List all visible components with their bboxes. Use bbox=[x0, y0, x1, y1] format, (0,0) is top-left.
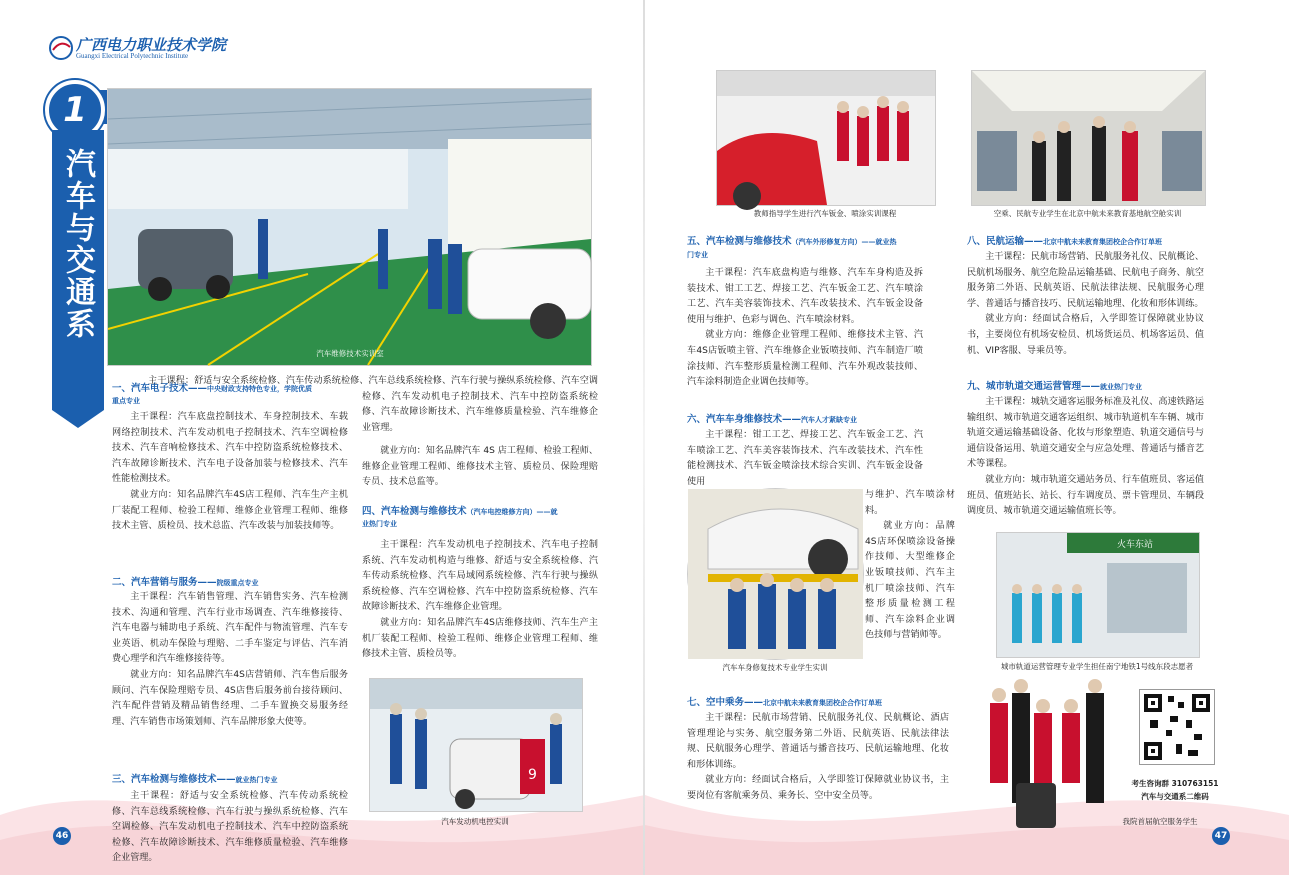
page-number-right: 47 bbox=[1212, 827, 1230, 845]
caption-cabin: 空乘、民航专业学生在北京中航未来教育基地航空舱实训 bbox=[993, 209, 1182, 218]
emblem-icon bbox=[48, 35, 74, 61]
qr-label: 汽车与交通系二维码 bbox=[1141, 792, 1209, 801]
section-1-jobs: 就业方向：知名品牌汽车4S店工程师、汽车生产主机厂装配工程师、检验工程师、维修企业管理工程师、维修技术主管、质检员、技术总监、汽车改装与加装技师等。 bbox=[112, 489, 348, 532]
section-5-heading-cont: 门专业 bbox=[687, 251, 708, 259]
section-5-heading: 五、汽车检测与维修技术（汽车外形修复方向）——就业热 bbox=[687, 236, 897, 247]
caption-metro: 城市轨道运营管理专业学生担任南宁地铁1号线东段志愿者 bbox=[1000, 662, 1194, 671]
qr-code bbox=[1139, 689, 1215, 765]
section-4-heading-cont: 业热门专业 bbox=[362, 520, 397, 528]
section-6-course-tail-block bbox=[865, 488, 955, 644]
section-7-jobs: 就业方向：经面试合格后，入学即签订保障就业协议书，主要岗位有客航乘务员、乘务长、空中安全员等。 bbox=[687, 775, 949, 801]
section-4-jobs: 就业方向：知名品牌汽车4S店维修技师、汽车生产主机厂装配工程师、检验工程师、维修企业管理工程师、维修技术主管、质检员等。 bbox=[362, 617, 598, 660]
section-1-heading: 一、汽车电子技术——中央财政支持特色专业，学院优质 bbox=[112, 383, 313, 394]
section-5-courses: 主干课程：汽车底盘构造与维修、汽车车身构造及拆装技术、钳工工艺、焊接工艺、汽车钣金工艺、汽车喷涂工艺、汽车美容装饰技术、汽车改装技术、汽车钣金设备使用与维护、色彩与调色、汽车喷涂材料。 bbox=[687, 268, 923, 325]
section-1-courses: 主干课程：汽车底盘控制技术、车身控制技术、车载网络控制技术、汽车发动机电子控制技术、汽车空调检修技术、汽车音响检修技术、汽车中控防盗系统检修技术、汽车故障诊断技术、汽车电子设备加装与检修技术、汽车性能检测技术。 bbox=[112, 412, 348, 485]
title-bar-tail bbox=[52, 410, 104, 428]
school-logo bbox=[48, 33, 248, 63]
section-8-courses: 主干课程：民航市场营销、民航服务礼仪、民航概论、民航机场服务、航空危险品运输基础、民航电子商务、航空服务第二外语、民航英语、民航法律法规、民航服务心理学、普通话与播音技巧、民航运输地理、化妆和形体训练。 bbox=[967, 252, 1204, 309]
section-9-body bbox=[967, 395, 1204, 520]
section-2-body bbox=[112, 590, 348, 730]
school-name-en: Guangxi Electrical Polytechnic Institute bbox=[76, 52, 189, 60]
metro-sign: 火车东站 bbox=[1117, 540, 1154, 550]
section-9-heading: 九、城市轨道交通运营管理——就业热门专业 bbox=[967, 381, 1143, 392]
svg-text:9: 9 bbox=[528, 767, 537, 783]
page-number-left: 46 bbox=[53, 827, 71, 845]
section-2-courses: 主干课程：汽车销售管理、汽车销售实务、汽车检测技术、沟通和管理、汽车行业市场调查、汽车维修接待、汽车电器与辅助电子系统、汽车配件与物流管理、汽车专业英语、机动车保险与理赔、二手车鉴定与评估、汽车消费心理学和汽车维修接待等。 bbox=[112, 592, 348, 665]
paint-photo bbox=[716, 70, 936, 206]
section-7-courses: 主干课程：民航市场营销、民航服务礼仪、民航概论、酒店管理理论与实务、航空服务第二外语、民航英语、民航法律法规、民航服务心理学、普通话与播音技巧、民航运输地理、化妆和形体训练。 bbox=[687, 713, 949, 770]
school-name-cn: 广西电力职业技术学院 bbox=[76, 36, 227, 54]
banner-number: 1 bbox=[45, 80, 105, 140]
caption-repair: 汽车车身修复技术专业学生实训 bbox=[722, 663, 828, 672]
airline-students-photo bbox=[982, 673, 1122, 838]
section-6-heading: 六、汽车车身维修技术——汽车人才紧缺专业 bbox=[687, 414, 858, 425]
vertical-title-bar bbox=[52, 130, 104, 410]
section-1-body bbox=[112, 410, 348, 535]
section-3-jobs-block bbox=[362, 444, 598, 491]
caption-airline: 我院首届航空服务学生 bbox=[1122, 817, 1198, 826]
section-6-body bbox=[687, 428, 923, 490]
section-4-heading: 四、汽车检测与维修技术（汽车电控维修方向）——就 bbox=[362, 506, 558, 517]
caption-paint: 教师指导学生进行汽车钣金、喷涂实训课程 bbox=[753, 209, 897, 218]
section-5-body bbox=[687, 266, 923, 391]
metro-photo bbox=[996, 532, 1200, 658]
section-7-heading: 七、空中乘务——北京中航未来教育集团校企合作订单班 bbox=[687, 697, 883, 708]
section-8-jobs: 就业方向：经面试合格后，入学即签订保障就业协议书，主要岗位有机场安检员、机场货运员、机场客运员、值机、VIP客服、导乘员等。 bbox=[967, 314, 1204, 356]
section-4-body bbox=[362, 538, 598, 663]
section-5-jobs: 就业方向：维修企业管理工程师、维修技术主管、汽车4S店钣喷主管、汽车维修企业钣喷技师、汽车制造厂喷涂技师、汽车整形质量检测工程师、汽车外观改装技师、汽车涂料制造企业调色技师等。 bbox=[687, 330, 923, 388]
repair-photo bbox=[687, 488, 864, 660]
section-3-heading: 三、汽车检测与维修技术——就业热门专业 bbox=[112, 774, 278, 785]
section-3-courses-cont: 主干课程：舒适与安全系统检修、汽车传动系统检修、汽车总线系统检修、汽车行驶与操纵系统检修、汽车空调检修、汽车发动机电子控制技术、汽车中控防盗系统检修、汽车故障诊断技术、汽车维修质量检验、汽车维修企业管理。 bbox=[148, 376, 598, 433]
caption-engine: 汽车发动机电控实训 bbox=[441, 817, 509, 826]
section-8-heading: 八、民航运输——北京中航未来教育集团校企合作订单班 bbox=[967, 236, 1163, 247]
section-2-heading: 二、汽车营销与服务——院级重点专业 bbox=[112, 577, 259, 588]
section-1-heading-cont: 重点专业 bbox=[112, 397, 140, 405]
cabin-photo bbox=[971, 70, 1206, 206]
section-6-course-tail: 与维护、汽车喷涂材料。 bbox=[865, 490, 955, 516]
caption-workshop: 汽车维修技术实训室 bbox=[316, 349, 384, 358]
section-2-jobs: 就业方向：知名品牌汽车4S店营销师、汽车售后服务顾问、汽车保险理赔专员、4S店售后服务前台接待顾问、汽车配件营销及精品销售经理、二手车置换交易服务经理、汽车销售市场策划师、汽车品牌形象大使等。 bbox=[112, 669, 348, 727]
vertical-title: 汽车与交通系 bbox=[60, 148, 95, 340]
section-8-body bbox=[967, 250, 1204, 359]
section-9-courses: 主干课程：城轨交通客运服务标准及礼仪、高速铁路运输组织、城市轨道交通客运组织、城市轨道机车车辆、城市轨道交通运输基础设备、化妆与形象塑造、轨道交通信号与通信设备运用、轨道交通安全与应急处理、普通话与播音艺术等课程。 bbox=[967, 397, 1204, 470]
qq-group: 考生咨询群 310763151 bbox=[1131, 779, 1219, 788]
right-page bbox=[645, 0, 1290, 875]
workshop-photo bbox=[107, 88, 592, 366]
section-3-jobs: 就业方向：知名品牌汽车 4S 店工程师、检验工程师、维修企业管理工程师、维修技术主管、质检员、保险理赔专员、技术总监等。 bbox=[362, 446, 598, 488]
section-6-jobs: 就业方向：品牌4S店环保喷涂设备操作技师、大型维修企业钣喷技师、汽车主机厂喷涂技师、汽车整形质量检测工程师、汽车涂料企业调色技师与营销师等。 bbox=[865, 521, 955, 641]
section-4-courses: 主干课程：汽车发动机电子控制技术、汽车电子控制系统、汽车发动机构造与维修、舒适与安全系统检修、汽车传动系统检修、汽车局域网系统检修、汽车行驶与操纵系统检修、汽车空调检修、汽车中控防盗系统检修、汽车故障诊断技术、汽车维修企业管理。 bbox=[362, 540, 598, 613]
section-9-jobs: 就业方向：城市轨道交通站务员、行车值班员、客运值班员、值班站长、站长、行车调度员、票卡管理员、车辆段调度员、城市轨道交通运输值班长等。 bbox=[967, 474, 1204, 517]
section-7-body bbox=[687, 711, 949, 805]
section-3-courses-start: 主干课程：舒适与安全系统检修、汽车传动系统检修、汽车总线系统检修、汽车行驶与操纵系统检修、汽车空调检修、汽车发动机电子控制技术、汽车中控防盗系统检修、汽车故障诊断技术、汽车维修质量检验、汽车维修企业管理。 bbox=[112, 791, 348, 864]
engine-photo bbox=[369, 678, 583, 812]
section-6-courses: 主干课程：钳工工艺、焊接工艺、汽车钣金工艺、汽车喷涂工艺、汽车美容装饰技术、汽车改装技术、汽车性能检测技术、汽车钣金喷涂技术综合实训、汽车钣金设备使用 bbox=[687, 430, 923, 487]
section-3-body bbox=[112, 789, 348, 864]
